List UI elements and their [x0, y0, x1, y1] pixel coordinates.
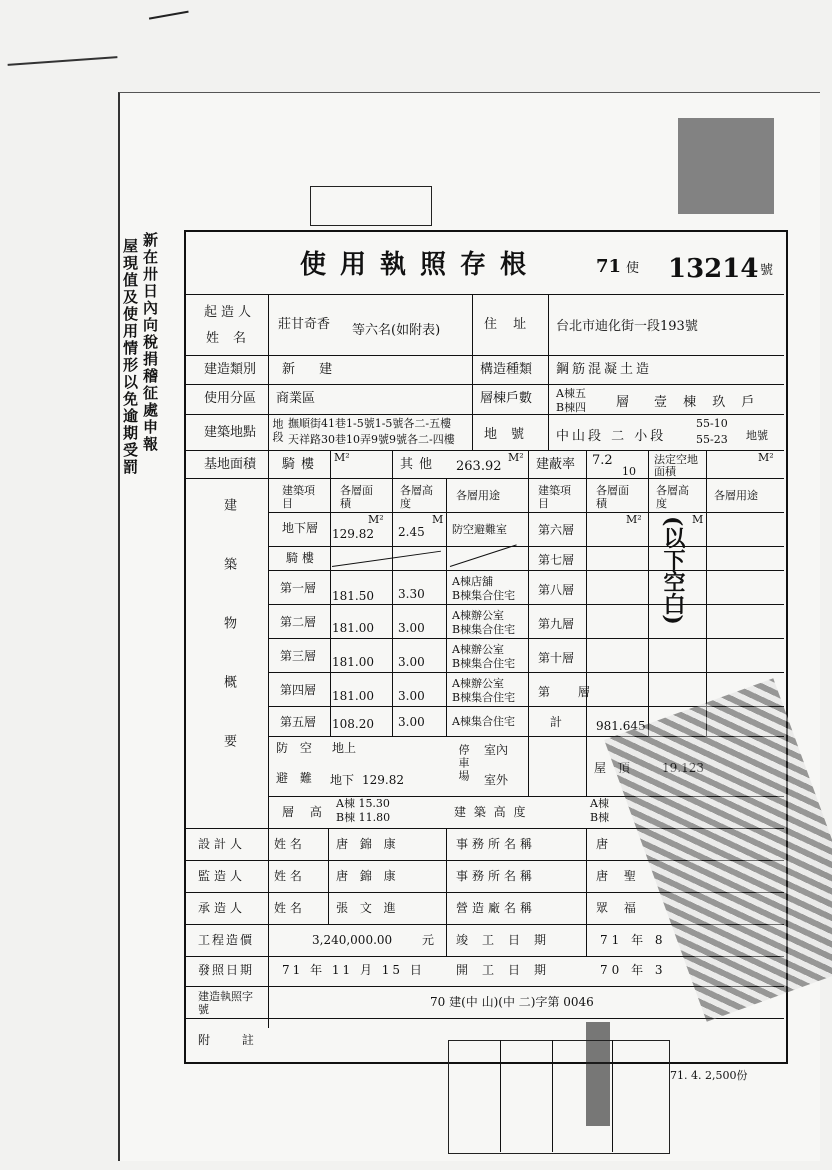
shelter-below: 地下: [330, 773, 355, 787]
permit-suffix: 號: [760, 263, 774, 278]
supervisor-label: 監造人: [198, 869, 247, 883]
floor-height: 3.00: [398, 621, 425, 635]
contractor-firm-label: 營造廠名稱: [456, 901, 537, 915]
unit-m: M: [692, 513, 704, 526]
applicant-name: 莊甘奇香: [278, 317, 331, 332]
permit-label: 使: [626, 261, 640, 276]
official-seal-top-right: [678, 118, 774, 214]
completion-label: 竣工日期: [456, 933, 561, 947]
permit-number: 13214: [668, 254, 759, 284]
cost-value: 3,240,000.00: [312, 933, 393, 947]
unit-m: M: [432, 513, 444, 526]
structure-value: 鋼筋混凝土造: [556, 362, 653, 377]
coverage-denom: 10: [622, 465, 636, 478]
designer-name: 唐 錦 康: [336, 837, 400, 851]
floor-label: 騎 樓: [286, 551, 314, 565]
cost-label: 工程造價: [198, 933, 255, 947]
bldg-height-label: 建 築 高 度: [454, 805, 528, 819]
site-section: 中山段 二 小段: [556, 429, 667, 444]
structure-label: 構造種類: [480, 362, 533, 377]
open-space-label: 法定空地面積: [654, 453, 698, 479]
floor-height: 3.30: [398, 587, 425, 601]
unit-m2: M²: [368, 513, 384, 526]
contractor-label: 承造人: [198, 901, 247, 915]
col-item-left: 建築項目: [282, 484, 315, 511]
small-stamp-top: [310, 186, 432, 226]
bldg-height-a: A棟: [590, 797, 609, 810]
floors-a: A棟五: [556, 387, 586, 400]
shelter-label-1: 防 空: [276, 741, 316, 755]
applicant-label-2: 姓名: [206, 331, 261, 346]
site-no-label: 地號: [484, 427, 539, 442]
floor-height: 3.00: [398, 715, 425, 729]
floor-label: 第四層: [280, 683, 317, 697]
site-lot-2: 天祥路30巷10弄9號9號各二-四樓: [288, 433, 455, 446]
bldg-height-b: B棟: [590, 811, 610, 824]
corner-mark: [8, 56, 119, 80]
zone-value: 商業區: [276, 391, 316, 406]
floor-use: A棟店舖: [452, 575, 493, 588]
applicant-label-1: 起造人: [204, 305, 256, 320]
approval-box: [448, 1040, 670, 1154]
address-label: 住 址: [484, 317, 533, 332]
supervisor-office-label: 事務所名稱: [456, 869, 537, 883]
top-scribble: [149, 11, 191, 34]
floors-label: 層棟戶數: [480, 391, 533, 406]
floors-unit: 層: [616, 395, 630, 410]
site-lot-label: 地段: [271, 418, 284, 444]
other-value: 263.92: [456, 459, 502, 474]
issue-value: 71 年 11 月 15 日: [282, 963, 425, 977]
site-label: 建築地點: [204, 425, 257, 440]
height-b: B棟 11.80: [336, 811, 391, 824]
roof-label: 屋 頂: [594, 761, 634, 775]
floor-use: A棟辦公室: [452, 609, 504, 622]
floor-use: A棟集合住宅: [452, 715, 515, 728]
margin-note-1: 新在卅日內向稅捐稽征處申報: [141, 232, 159, 453]
coverage-label: 建蔽率: [536, 457, 576, 472]
floor-use: A棟辦公室: [452, 643, 504, 656]
permit-prefix: 71: [596, 256, 622, 277]
floors-b: B棟四: [556, 401, 587, 414]
parking-inside: 室內: [484, 743, 509, 757]
floor-use-2: B棟集合住宅: [452, 623, 516, 636]
floor-height: 2.45: [398, 525, 425, 539]
completion-value: 71 年 8: [600, 933, 667, 947]
print-note: 71. 4. 2,500份: [670, 1069, 748, 1082]
floor-height: 3.00: [398, 655, 425, 669]
start-value: 70 年 3: [600, 963, 667, 977]
col-use-right: 各層用途: [714, 489, 758, 502]
floor-label-9: 第九層: [538, 617, 575, 631]
annex-label: 騎樓: [282, 457, 321, 472]
col-area-right: 各層面積: [596, 484, 629, 511]
floor-area: 181.50: [332, 589, 374, 603]
permit-ref-value: 70 建(中 山)(中 二)字第 0046: [430, 995, 594, 1009]
floor-label-10: 第十層: [538, 651, 575, 665]
floor-use: A棟辦公室: [452, 677, 504, 690]
col-height-left: 各層高度: [400, 484, 433, 511]
supervisor-name: 唐 錦 康: [336, 869, 400, 883]
floor-use-2: B棟集合住宅: [452, 657, 516, 670]
floor-label: 地下層: [282, 521, 319, 535]
margin-note-2: 屋現值及使用情形以免逾期受罰: [121, 238, 139, 476]
red-seal-signature: [586, 1022, 610, 1126]
start-label: 開工日期: [456, 963, 561, 977]
floor-label-6: 第六層: [538, 523, 575, 537]
other-label: 其他: [400, 457, 439, 472]
col-use-left: 各層用途: [456, 489, 500, 502]
building-type-value: 新 建: [282, 362, 343, 377]
floor-area: 181.00: [332, 689, 374, 703]
permit-ref-label: 建造執照字號: [198, 990, 253, 1017]
designer-name-label: 姓 名: [274, 837, 302, 851]
page-title: 使用執照存根: [300, 250, 541, 280]
floor-label: 第一層: [280, 581, 317, 595]
col-height-right: 各層高度: [656, 484, 689, 511]
parking-label: 停車場: [457, 744, 470, 783]
floor-use: 防空避難室: [452, 523, 507, 536]
floors-buildings: 壹 棟 玖 戶: [654, 395, 761, 410]
height-label: 層 高: [282, 805, 328, 819]
applicant-note: 等六名(如附表): [352, 323, 441, 338]
floor-label: 第五層: [280, 715, 317, 729]
col-item-right: 建築項目: [538, 484, 571, 511]
annex-unit: M²: [334, 451, 350, 464]
floor-label: 第三層: [280, 649, 317, 663]
floor-label-7: 第七層: [538, 553, 575, 567]
address-value: 台北市迪化街一段193號: [556, 319, 698, 334]
floor-height: 3.00: [398, 689, 425, 703]
designer-office-label: 事務所名稱: [456, 837, 537, 851]
designer-label: 設計人: [198, 837, 247, 851]
floor-use-2: B棟集合住宅: [452, 691, 516, 704]
contractor-name: 張 文 進: [336, 901, 400, 915]
floor-area: 108.20: [332, 717, 374, 731]
site-no-suffix: 地號: [746, 429, 768, 442]
height-a: A棟 15.30: [336, 797, 390, 810]
floor-label-8: 第八層: [538, 583, 575, 597]
shelter-above: 地上: [332, 741, 357, 755]
building-type-label: 建造類別: [204, 362, 257, 377]
site-lot-1: 撫順街41巷1-5號1-5號各二-五樓: [288, 417, 452, 430]
zone-label: 使用分區: [204, 391, 257, 406]
supervisor-name-label: 姓 名: [274, 869, 302, 883]
base-area-label: 基地面積: [204, 457, 257, 472]
site-no-1: 55-10: [696, 417, 728, 430]
contractor-name-label: 姓 名: [274, 901, 302, 915]
parking-outside: 室外: [484, 773, 509, 787]
floor-total-value: 981.645: [596, 719, 646, 733]
issue-label: 發照日期: [198, 963, 255, 977]
coverage-value: 7.2: [592, 453, 613, 468]
other-unit: M²: [508, 451, 524, 464]
designer-office: 唐: [596, 837, 609, 851]
remarks-label: 附 註: [198, 1033, 268, 1047]
open-space-unit: M²: [758, 451, 774, 464]
cost-unit: 元: [422, 933, 435, 947]
floors-side-label: 建築物概要: [221, 498, 236, 793]
col-area-left: 各層面積: [340, 484, 373, 511]
floor-use-2: B棟集合住宅: [452, 589, 516, 602]
contractor-firm: 眾 福: [596, 901, 642, 915]
site-no-2: 55-23: [696, 433, 728, 446]
floor-label-n: 第 層: [538, 685, 602, 699]
floor-area: 181.00: [332, 621, 374, 635]
floor-area: 181.00: [332, 655, 374, 669]
blank-note: (以下空白): [660, 516, 686, 625]
roof-value: 19.123: [662, 761, 704, 775]
floor-total-label: 計: [550, 715, 563, 729]
supervisor-office: 唐 聖: [596, 869, 642, 883]
unit-m2: M²: [626, 513, 642, 526]
floor-label: 第二層: [280, 615, 317, 629]
shelter-below-value: 129.82: [362, 773, 404, 787]
floor-area: 129.82: [332, 527, 374, 541]
shelter-label-2: 避 難: [276, 771, 316, 785]
